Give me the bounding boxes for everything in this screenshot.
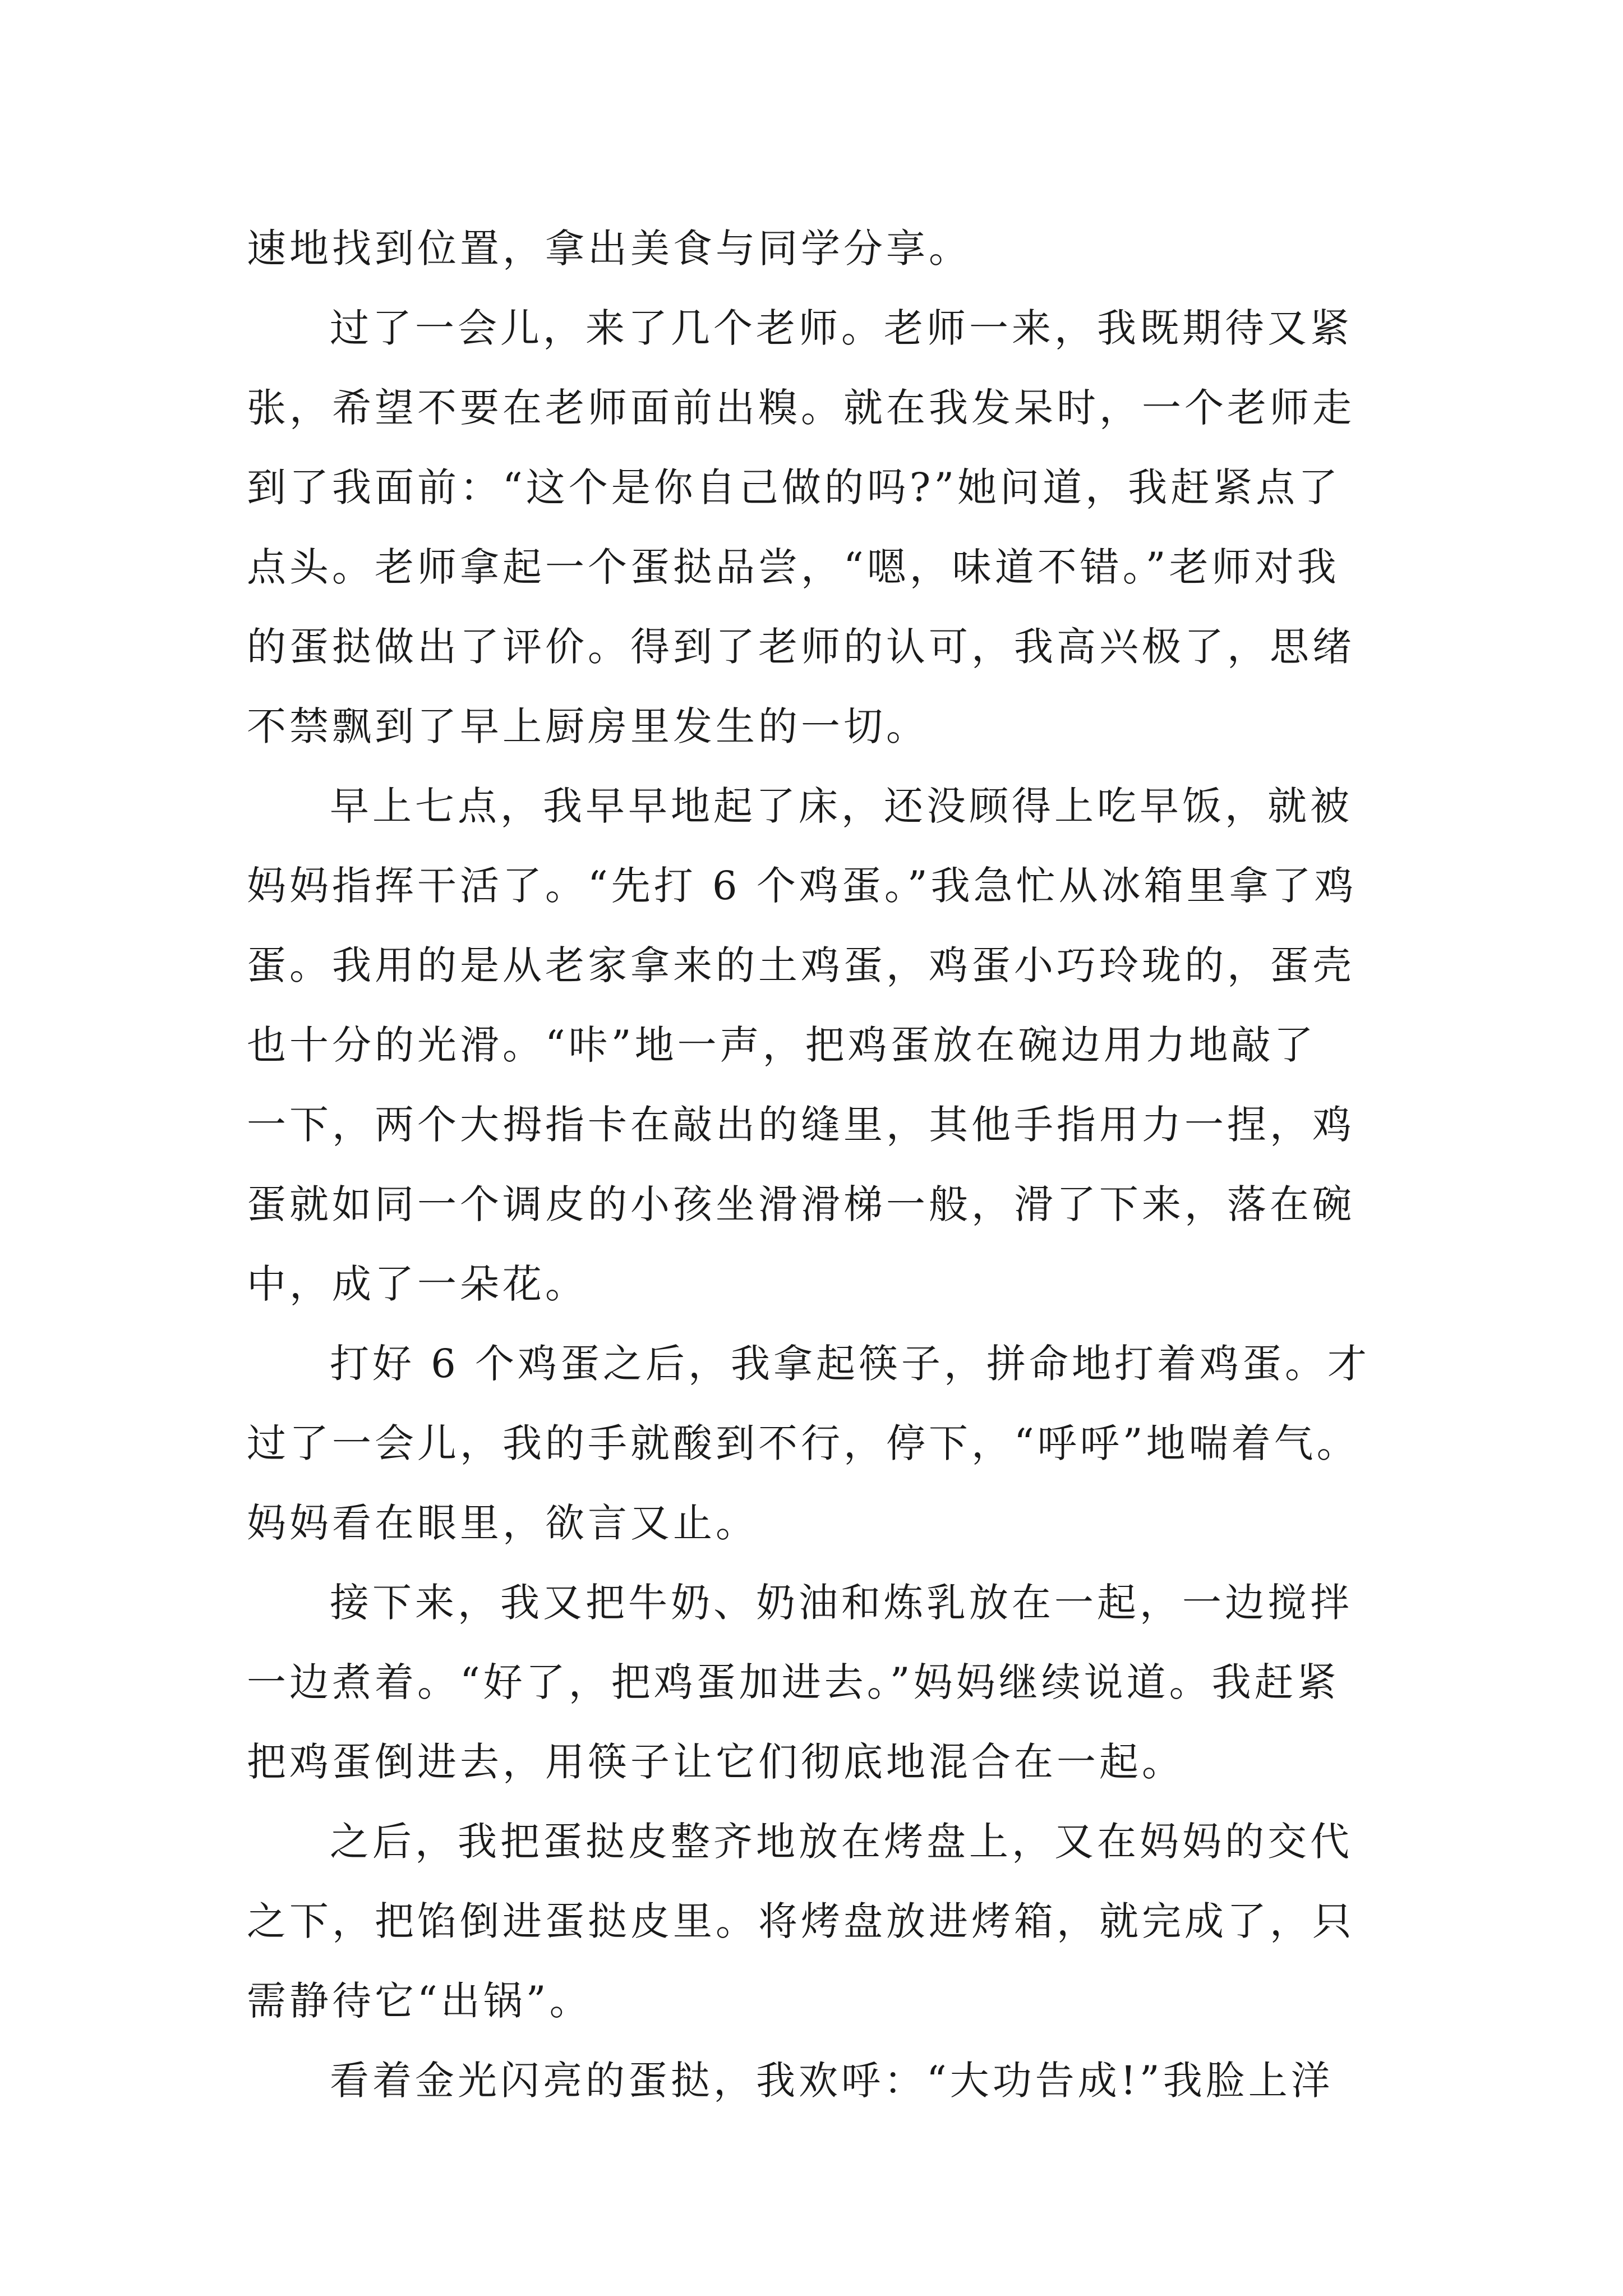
- text-line: 早上七点，我早早地起了床，还没顾得上吃早饭，就被: [330, 783, 1353, 829]
- text-line: 妈妈指挥干活了。“先打 6 个鸡蛋。”我急忙从冰箱里拿了鸡: [247, 863, 1357, 909]
- text-line: 妈妈看在眼里，欲言又止。: [247, 1500, 758, 1546]
- text-line: 也十分的光滑。“咔”地一声，把鸡蛋放在碗边用力地敲了: [247, 1022, 1317, 1068]
- text-line: 一下，两个大拇指卡在敲出的缝里，其他手指用力一捏，鸡: [247, 1102, 1355, 1148]
- text-line: 把鸡蛋倒进去，用筷子让它们彻底地混合在一起。: [247, 1739, 1184, 1785]
- text-line: 看着金光闪亮的蛋挞，我欢呼：“大功告成!”我脸上洋: [330, 2058, 1334, 2104]
- text-line: 张，希望不要在老师面前出糗。就在我发呆时，一个老师走: [247, 385, 1355, 431]
- text-line: 一边煮着。“好了，把鸡蛋加进去。”妈妈继续说道。我赶紧: [247, 1659, 1340, 1705]
- text-line: 的蛋挞做出了评价。得到了老师的认可，我高兴极了，思绪: [247, 624, 1355, 670]
- body-text: [247, 209, 1402, 2120]
- text-line: 之下，把馅倒进蛋挞皮里。将烤盘放进烤箱，就完成了，只: [247, 1898, 1355, 1944]
- text-line: 中，成了一朵花。: [247, 1261, 588, 1307]
- text-line: 过了一会儿，我的手就酸到不行，停下，“呼呼”地喘着气。: [247, 1420, 1359, 1466]
- text-line: 蛋就如同一个调皮的小孩坐滑滑梯一般，滑了下来，落在碗: [247, 1181, 1355, 1227]
- text-line: 之后，我把蛋挞皮整齐地放在烤盘上，又在妈妈的交代: [330, 1819, 1353, 1865]
- text-line: 过了一会儿，来了几个老师。老师一来，我既期待又紧: [330, 305, 1353, 351]
- text-line: 需静待它“出锅”。: [247, 1978, 592, 2024]
- text-line: 不禁飘到了早上厨房里发生的一切。: [247, 703, 929, 749]
- text-line: 蛋。我用的是从老家拿来的土鸡蛋，鸡蛋小巧玲珑的，蛋壳: [247, 942, 1355, 988]
- text-line: 接下来，我又把牛奶、奶油和炼乳放在一起，一边搅拌: [330, 1580, 1353, 1626]
- text-line: 到了我面前：“这个是你自己做的吗?”她问道，我赶紧点了: [247, 464, 1341, 510]
- text-line: 点头。老师拿起一个蛋挞品尝，“嗯，味道不错。”老师对我: [247, 544, 1340, 590]
- text-line: 打好 6 个鸡蛋之后，我拿起筷子，拼命地打着鸡蛋。才: [330, 1341, 1371, 1387]
- text-line: 速地找到位置，拿出美食与同学分享。: [247, 226, 971, 272]
